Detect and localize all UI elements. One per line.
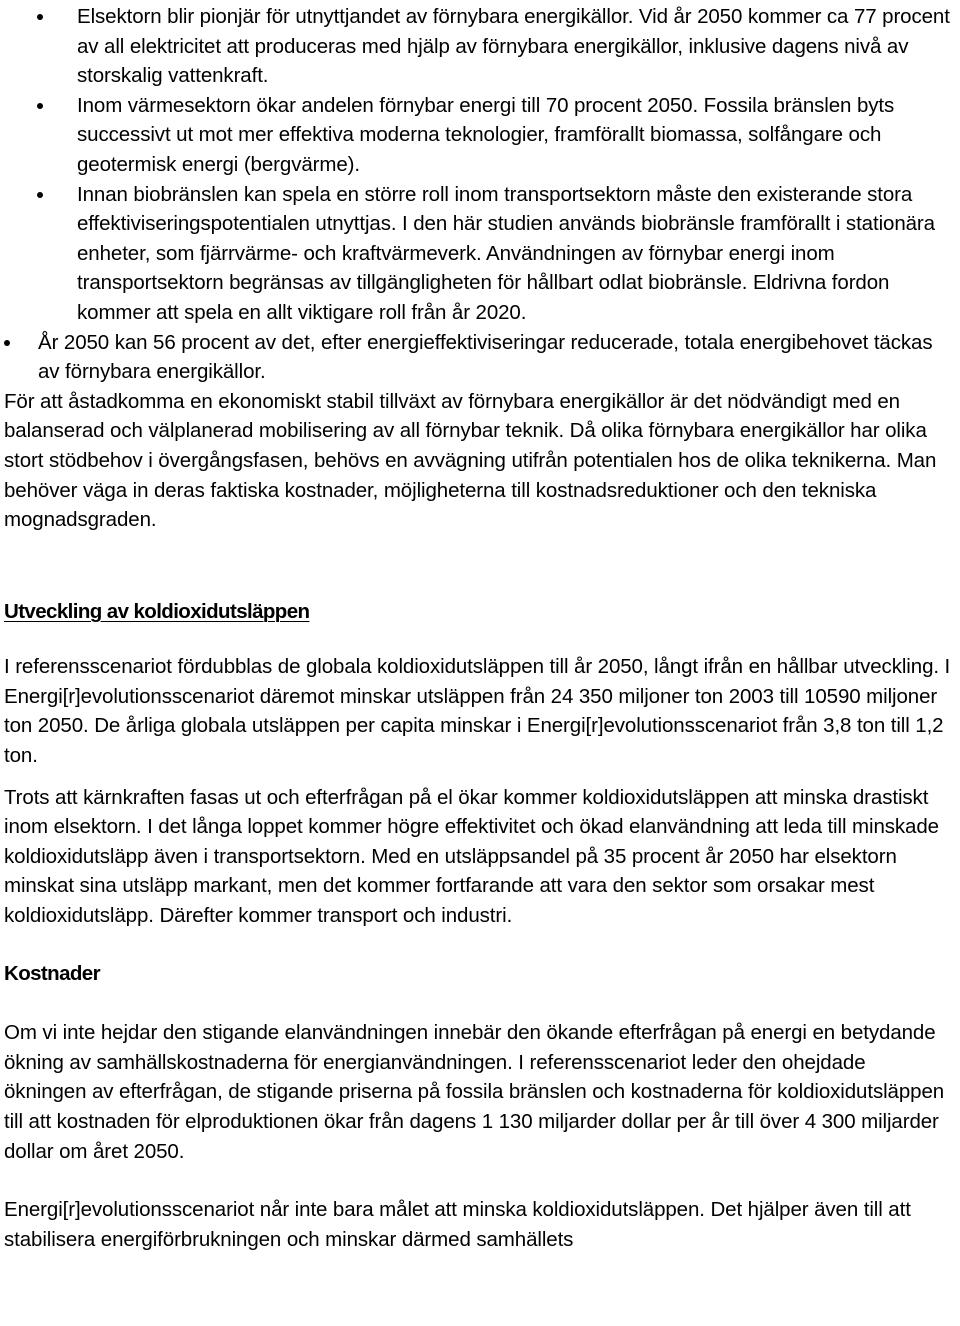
list-item-text: Elsektorn blir pionjär för utnyttjandet av förnybara energikällor. Vid år 2050 kommer ca 77 procent av all elektricitet att produceras med hjälp av förnybara energikällor, inklusive dagens nivå av storskalig vattenkraft. <box>77 5 950 88</box>
costs-paragraph-2: Energi[r]evolutionsscenariot når inte bara målet att minska koldioxidutsläppen. Det hjälper även till att stabilisera energiförbrukningen och minskar därmed samhällets <box>4 1198 911 1251</box>
intro-paragraph: För att åstadkomma en ekonomiskt stabil tillväxt av förnybara energikällor är det nödvändigt med en balanserad och välplanerad mobilisering av all förnybar teknik. Då olika förnybara energikällor har olika stort stödbehov i övergångsfasen, behövs en avvägning utifrån potentialen hos de olika teknikerna. Man behöver väga in deras faktiska kostnader, möjligheterna till kostnadsreduktioner och den tekniska mognadsgraden. <box>4 389 937 532</box>
emissions-paragraph-2: Trots att kärnkraften fasas ut och efterfrågan på el ökar kommer koldioxidutsläppen att minska drastiskt inom elsektorn. I det långa loppet kommer högre effektivitet och ökad elanvändning att leda till minskade koldioxidutsläpp även i transportsektorn. Med en utsläppsandel på 35 procent år 2050 har elsektorn minskat sina utsläpp markant, men det kommer fortfarande att vara den sektor som orsakar mest koldioxidutsläpp. Därefter kommer transport och industri. <box>4 785 939 928</box>
top-bullet-list <box>4 328 952 387</box>
emissions-paragraph-1: I referensscenariot fördubblas de globala koldioxidutsläppen till år 2050, långt ifrån en hållbar utveckling. I Energi[r]evolutionsscenariot däremot minskar utsläppen från 24 350 miljoner ton 2003 till 10590 miljoner ton 2050. De årliga globala utsläppen per capita minskar i Energi[r]evolutionsscenariot från 3,8 ton till 1,2 ton. <box>4 655 951 768</box>
sub-bullet-list <box>4 2 952 328</box>
list-item <box>4 180 952 328</box>
bullet-icon <box>37 192 43 198</box>
costs-paragraph-1: Om vi inte hejdar den stigande elanvändningen innebär den ökande efterfrågan på energi en betydande ökning av samhällskostnaderna för energianvändningen. I referensscenariot leder den ohejdade ökningen av efterfrågan, de stigande priserna på fossila bränslen och kostnaderna för koldioxidutsläppen till att kostnaden för elproduktionen ökar från dagens 1 130 miljarder dollar per år till över 4 300 miljarder dollar om året 2050. <box>4 1021 945 1163</box>
list-item <box>4 328 952 387</box>
bullet-icon <box>37 14 43 20</box>
list-item-text: Innan biobränslen kan spela en större roll inom transportsektorn måste den existerande stora effektiviseringspotentialen utnyttjas. I den här studien används biobränsle framförallt i stationära enheter, som fjärrvärme- och kraftvärmeverk. Användningen av förnybar energi inom transportsektorn begränsas av tillgängligheten för hållbart odlat biobränsle. Eldrivna fordon kommer att spela en allt viktigare roll från år 2020. <box>77 182 935 324</box>
list-item-text: År 2050 kan 56 procent av det, efter energieffektiviseringar reducerade, totala energibehovet täckas av förnybara energikällor. <box>38 330 933 384</box>
section-heading-costs: Kostnader <box>4 961 100 985</box>
list-item-text: Inom värmesektorn ökar andelen förnybar energi till 70 procent 2050. Fossila bränslen byts successivt ut mot mer effektiva moderna teknologier, framförallt biomassa, solfångare och geotermisk energi (bergvärme). <box>77 93 895 176</box>
list-item <box>4 91 952 180</box>
bullet-icon <box>37 103 43 109</box>
section-heading-emissions: Utveckling av koldioxidutsläppen <box>4 599 310 623</box>
bullet-icon <box>4 340 10 346</box>
list-item <box>4 2 952 91</box>
